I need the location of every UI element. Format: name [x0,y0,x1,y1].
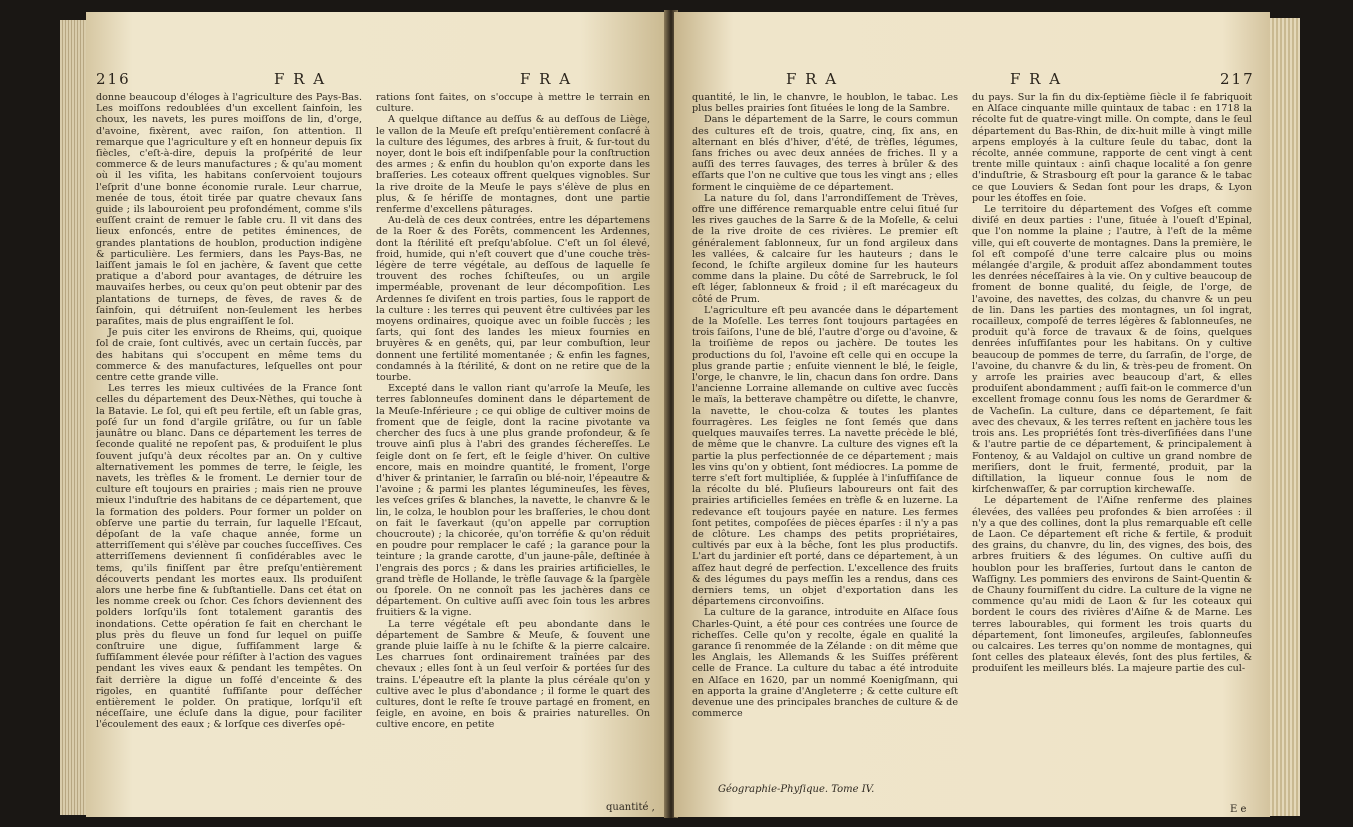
paragraph: La culture de la garance, introduite en Alſace ſous Charles-Quint, a été pour ces contrées une ſource de richeſſes. Celle qu'on y recolte, égale en qualité la garance ſi renommée de la Zélande : on dit même que les Anglais, les Allemands & les Suiſſes préfèrent celle de France. La culture du tabac a été introduite en Alſace en 1620, par un nommé Koenigſmann, qui en apporta la graine d'Angleterre ; & cette culture eſt devenue une des principales branches de culture & de commerce [692,607,958,720]
right-page [674,12,1270,817]
paragraph: Au-delà de ces deux contrées, entre les départemens de la Roer & des Forêts, commencent les Ardennes, dont la ſtérilité eſt preſqu'abſolue. C'eſt un ſol élevé, froid, humide, qui n'eſt couvert que d'une couche très-légère de terre végétale, au deſſous de laquelle ſe trouvent des roches ſchiſteuſes, ou un argile imperméable, provenant de leur décompoſition. Les Ardennes ſe diviſent en trois parties, ſous le rapport de la culture : les terres qui peuvent être cultivées par les moyens ordinaires, quoique avec un foible ſuccès ; les ſarts, qui ſont des landes les mieux fournies en bruyères & en genêts, qui, par leur combuſtion, leur donnent une fertilité momentanée ; & enfin les fagnes, condamnés à la ſtérilité, & dont on ne retire que de la tourbe. [376,215,650,384]
paragraph: La terre végétale eſt peu abondante dans le département de Sambre & Meuſe, & ſouvent une grande pluie laiſſe à nu le ſchiſte & la pierre calcaire. Les charrues ſont ordinairement traînées par des chevaux ; elles ſont à un ſeul verſoir & portées ſur des trains. L'épeautre eſt la plante la plus céréale qu'on y cultive avec le plus d'abondance ; il forme le quart des cultures, dont le reſte ſe trouve partagé en froment, en ſeigle, en avoine, en bois & prairies naturelles. On cultive encore, en petite [376,618,650,731]
running-header: F R A [1010,70,1063,88]
left-page [86,12,668,817]
page-number: 217 [1220,70,1255,88]
left-page-edges [60,20,88,815]
running-header: F R A [274,70,327,88]
text-column-1 [692,92,958,782]
running-header: F R A [520,70,573,88]
page-number: 216 [96,70,131,88]
paragraph: La nature du ſol, dans l'arrondiſſement de Trèves, offre une différence remarquable entre celui ſitué ſur les rives gauches de la Sarre & de la Moſelle, & celui de la rive droite de ces rivières. Le premier eſt généralement ſablonneux, ſur un fond argileux dans les vallées, & calcaire ſur les hauteurs ; dans le ſecond, le ſchiſte argileux domine ſur les hauteurs comme dans la plaine. Du côté de Sarrebruck, le ſol eſt léger, ſablonneux & froid ; il eſt marécageux du côté de Prum. [692,192,958,305]
catchword: E e [1230,804,1247,815]
paragraph: Le territoire du département des Voſges eſt comme diviſé en deux parties : l'une, ſituée à l'oueſt d'Epinal, que l'on nomme la plaine ; l'autre, à l'eſt de la même ville, qui eſt couverte de montagnes. Dans la première, le ſol eſt compoſé d'une terre calcaire plus ou moins mélangée d'argile, & produit aſſez abondamment toutes les denrées néceſſaires à la vie. On y cultive beaucoup de froment de bonne qualité, du ſeigle, de l'orge, de l'avoine, des navettes, des colzas, du chanvre & un peu de lin. Dans les parties des montagnes, un ſol ingrat, rocailleux, compoſé de terres légères & ſablonneuſes, ne produit qu'à force de travaux & de ſoins, quelques denrées inſuffiſantes pour les habitans. On y cultive beaucoup de pommes de terre, du ſarraſin, de l'orge, de l'avoine, du chanvre & du lin, & très-peu de froment. On y arroſe les prairies avec beaucoup d'art, & elles produiſent abondamment ; auſſi fait-on le commerce d'un excellent fromage connu ſous les noms de Gerardmer & de Vacheſin. La culture, dans ce département, ſe fait avec des chevaux, & les terres reſtent en jachère tous les trois ans. Les propriétés ſont très-diverſifiées dans l'une & l'autre partie de ce département, & principalement à Fontenoy, & au Valdajol on cultive un grand nombre de meriſiers, dont le fruit, fermenté, produit, par la diſtillation, la liqueur connue ſous le nom de kirſchenwaſſer, & par corruption kirchewaſſe. [972,204,1252,496]
paragraph: Excepté dans le vallon riant qu'arroſe la Meuſe, les terres ſablonneuſes dominent dans le département de la Meuſe-Inférieure ; ce qui oblige de cultiver moins de froment que de ſeigle, dont la racine pivotante va chercher des ſucs à une plus grande profondeur, & ſe trouve ainſi plus à l'abri des grandes ſéchereſſes. Le ſeigle dont on ſe ſert, eſt le ſeigle d'hiver. On cultive encore, mais en moindre quantité, le froment, l'orge d'hiver & printanier, le ſarraſin ou blé-noir, l'épeautre & l'avoine ; & parmi les plantes légumineuſes, les fèves, les veſces griſes & blanches, la navette, le chanvre & le lin, le colza, le houblon pour les braſſeries, le chou dont on fait le ſaverkaut (qu'on appelle par corruption choucroute) ; la chicorée, qu'on torréfie & qu'on réduit en poudre pour remplacer le café ; la garance pour la teinture ; la grande carotte, d'un jaune-pâle, deſtinée à l'engrais des porcs ; & dans les prairies artificielles, le grand trèfle de Hollande, le trèfle ſauvage & la ſpargèle ou ſporele. On ne connoît pas les jachères dans ce département. On cultive auſſi avec ſoin tous les arbres fruitiers & la vigne. [376,383,650,619]
text-column-2 [972,92,1252,804]
paragraph: Dans le département de la Sarre, le cours commun des cultures eſt de trois, quatre, cinq, ſix ans, en alternant en blés d'hiver, d'été, de trèfles, légumes, ſans friches ou avec deux années de friches. Il y a auſſi des terres ſauvages, des terres à brûler & des eſſarts que l'on ne cultive que tous les vingt ans ; elles forment le cinquième de ce département. [692,114,958,193]
paragraph: L'agriculture eſt peu avancée dans le département de la Moſelle. Les terres ſont toujours partagées en trois ſaiſons, l'une de blé, l'autre d'orge ou d'avoine, & la troiſième de repos ou jachère. De toutes les productions du ſol, l'avoine eſt celle qui en occupe la plus grande partie ; enſuite viennent le blé, le ſeigle, l'orge, le chanvre, le lin, chacun dans ſon ordre. Dans l'ancienne Lorraine allemande on cultive avec ſuccès le maïs, la betterave champêtre ou diſette, le chanvre, la navette, le chou-colza & toutes les plantes fourragères. Les ſeigles ne ſont ſemés que dans quelques mauvaiſes terres. La navette précède le blé, de même que le chanvre. La culture des vignes eſt la partie la plus perfectionnée de ce département ; mais les vins qu'on y obtient, ſont médiocres. La pomme de terre s'eſt fort multipliée, & ſupplée à l'inſuffiſance de la récolte du blé. Pluſieurs laboureurs ont fait des prairies artificielles ſemées en trèfle & en luzerne. La redevance eſt toujours payée en nature. Les fermes ſont petites, compoſées de pièces éparſes : il n'y a pas de clôture. Les champs des petits propriétaires, cultivés par eux à la bêche, ſont les plus productifs. L'art du jardinier eſt porté, dans ce département, à un aſſez haut degré de perfection. L'excellence des fruits & des légumes du pays meſſin les a rendus, dans ces derniers tems, un objet d'exportation dans les départemens circonvoiſins. [692,304,958,608]
text-column-2 [376,92,650,802]
running-header: F R A [786,70,839,88]
paragraph: rations ſont faites, on s'occupe à mettre le terrain en culture. [376,92,650,115]
right-page-edges [1268,18,1300,816]
catchword: quantité , [606,802,655,813]
footer-signature: Géographie-Phyſique. Tome IV. [718,784,875,795]
paragraph: Le département de l'Aiſne renferme des plaines élevées, des vallées peu profondes & bien arroſées : il n'y a que des collines, dont la plus remarquable eſt celle de Laon. Ce département eſt riche & fertile, & produit des grains, du chanvre, du lin, des vignes, des bois, des arbres fruitiers & des légumes. On cultive auſſi du houblon pour les braſſeries, ſurtout dans le canton de Waſſigny. Les pommiers des environs de Saint-Quentin & de Chauny fourniſſent du cidre. La culture de la vigne ne commence qu'au midi de Laon & ſur les coteaux qui bordent le cours des rivières d'Aiſne & de Marne. Les terres labourables, qui forment les trois quarts du département, ſont limoneuſes, argileuſes, ſablonneuſes ou calcaires. Les terres qu'on nomme de montagnes, qui ſont celles des plateaux élevés, ſont des plus fertiles, & produiſent les meilleurs blés. La majeure partie des cul- [972,495,1252,675]
paragraph: quantité, le lin, le chanvre, le houblon, le tabac. Les plus belles prairies ſont ſituées le long de la Sambre. [692,92,958,115]
paragraph: donne beaucoup d'éloges à l'agriculture des Pays-Bas. Les moiſſons redoublées d'un excellent ſainfoin, les choux, les navets, les pures moiſſons de lin, d'orge, d'avoine, fixèrent, avec raiſon, ſon attention. Il remarque que l'agriculture y eſt en honneur depuis ſix ſiècles, c'eſt-à-dire, depuis la proſpérité de leur commerce & de leurs manufactures ; & qu'au moment où il les viſita, les habitans conſervoient toujours l'eſprit d'une bonne économie rurale. Leur charrue, menée de tous, étoit tirée par quatre chevaux ſans guide ; ils labouroient peu profondément, comme s'ils euſſent craint de remuer le ſable cru. Il vit dans des lieux enfoncés, entre de petites éminences, de grandes plantations de houblon, production indigène & particulière. Les fermiers, dans les Pays-Bas, ne laiſſent jamais le ſol en jachère, & ſavent que cette pratique a d'abord pour avantages, de détruire les mauvaiſes herbes, ou ceux qu'on peut obtenir par des plantations de turneps, de fèves, de raves & de ſainfoin, qui détruiſent non-ſeulement les herbes paraſites, mais de plus engraiſſent le ſol. [96,92,362,328]
paragraph: A quelque diſtance au deſſus & au deſſous de Liège, le vallon de la Meuſe eſt preſqu'entièrement conſacré à la culture des légumes, des arbres à fruit, & ſur-tout du noyer, dont le bois eſt indiſpenſable pour la conſtruction des armes ; & enfin du houblon qu'on exporte dans les braſſeries. Les coteaux offrent quelques vignobles. Sur la rive droite de la Meuſe le pays s'élève de plus en plus, & ſe hériſſe de montagnes, dont une partie renferme d'excellens pâturages. [376,114,650,216]
paragraph: du pays. Sur la fin du dix-ſeptième ſiècle il ſe fabriquoit en Alſace cinquante mille quintaux de tabac : en 1718 la récolte fut de quatre-vingt mille. On compte, dans le ſeul département du Bas-Rhin, de dix-huit mille à vingt mille arpens employés à la culture ſeule du tabac, dont la récolte, année commune, rapporte de cent vingt à cent trente mille quintaux : ainſi chaque localité a ſon genre d'induſtrie, & Strasbourg eſt pour la garance & le tabac ce que Louviers & Sedan ſont pour les draps, & Lyon pour les étoffes en ſoie. [972,92,1252,204]
paragraph: Les terres les mieux cultivées de la France ſont celles du département des Deux-Nèthes, qui touche à la Batavie. Le ſol, qui eſt peu fertile, eſt un ſable gras, poſé ſur un fond d'argile griſâtre, ou ſur un ſable jaunâtre ou blanc. Dans ce département les terres de ſeconde qualité ne repoſent pas, & produiſent le plus ſouvent juſqu'à deux récoltes par an. On y cultive alternativement les pommes de terre, le ſeigle, les navets, les trèfles & le froment. Le dernier tour de culture eſt toujours en prairies ; mais rien ne prouve mieux l'induſtrie des habitans de ce département, que la formation des polders. Pour former un polder on obſerve une partie du terrain, ſur laquelle l'Eſcaut, dépoſant de la vaſe chaque année, forme un atterriſſement qui s'élève par couches ſucceſſives. Ces atterriſſemens deviennent ſi conſidérables avec le tems, qu'ils finiſſent par être preſqu'entièrement découverts pendant les mortes eaux. Ils produiſent alors une herbe fine & ſubſtantielle. Dans cet état on les nomme creek ou ſchor. Ces ſchors deviennent des polders lorſqu'ils ſont totalement garantis des inondations. Cette opération ſe fait en cherchant le plus près du fleuve un fond ſur lequel on puiſſe conſtruire une digue, ſuffiſamment large & ſuffiſamment élevée pour réſiſter à l'action des vagues pendant les vives eaux & pendant les tempêtes. On fait derrière la digue un foſſé d'enceinte & des rigoles, en quantité ſuffiſante pour deſſécher entièrement le polder. On pratique, lorſqu'il eſt néceſſaire, une écluſe dans la digue, pour faciliter l'écoulement des eaux ; & lorſque ces diverſes opé- [96,383,362,731]
paragraph: Je puis citer les environs de Rheims, qui, quoique ſol de craie, ſont cultivés, avec un certain ſuccès, par des habitans qui s'occupent en même tems du commerce & des manufactures, leſquelles ont pour centre cette grande ville. [96,327,362,384]
text-column-1 [96,92,362,812]
